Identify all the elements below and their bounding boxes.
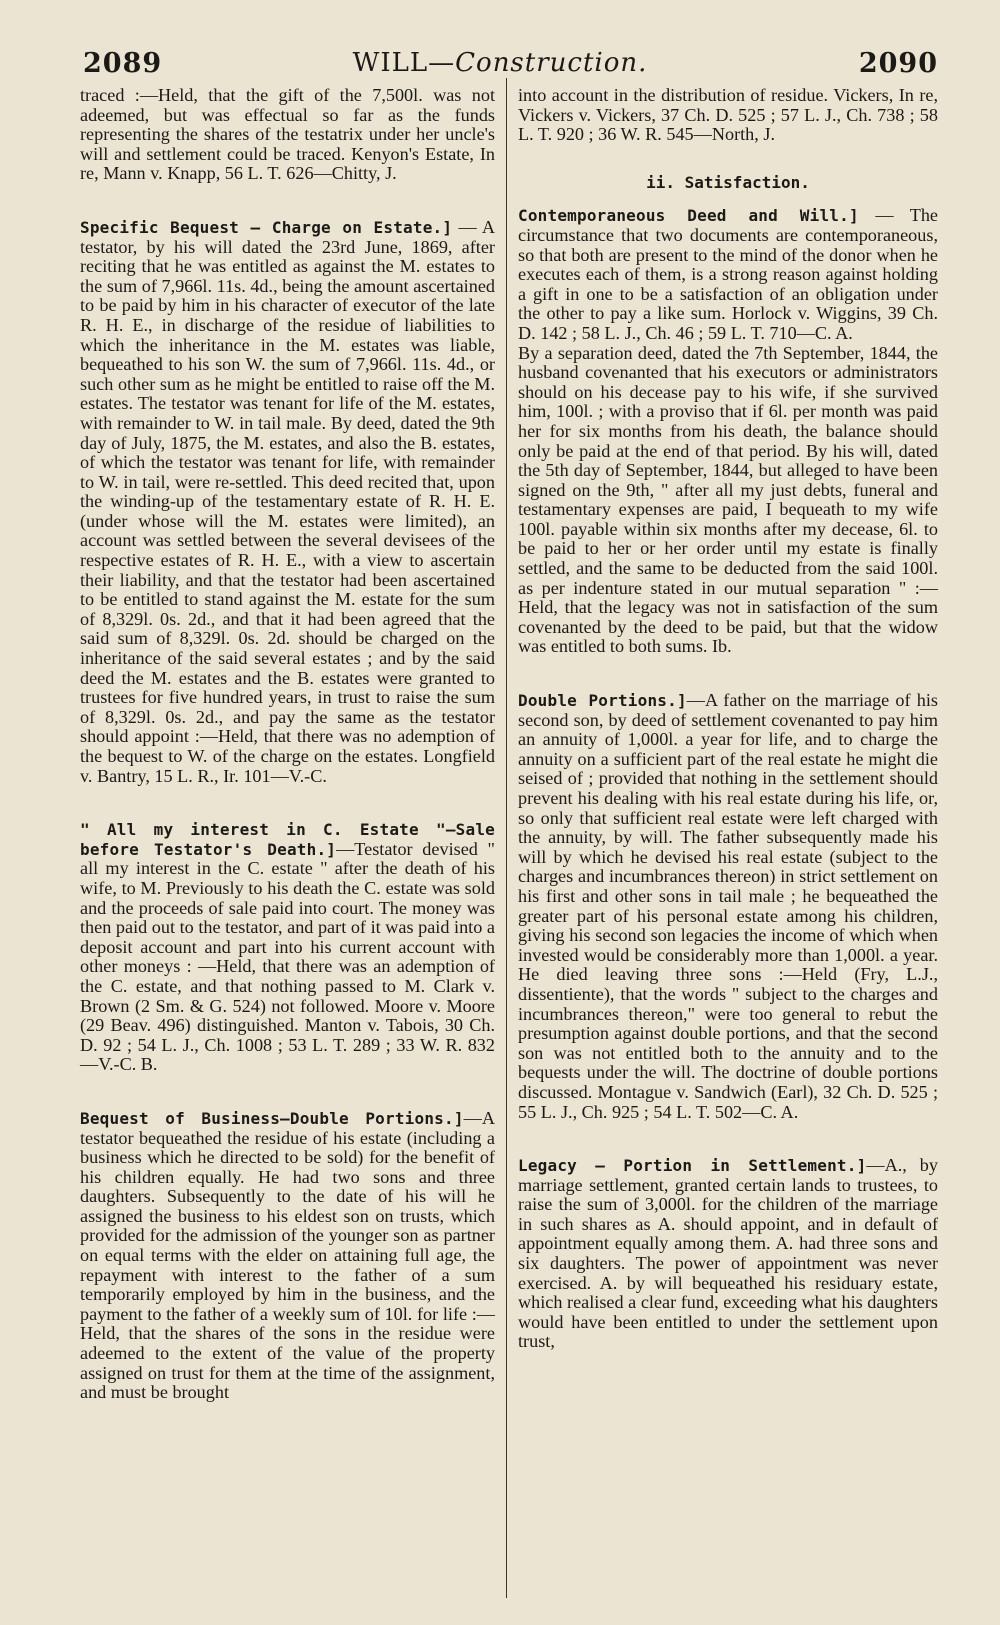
left-paragraph-4 (80, 1109, 495, 1403)
left-paragraph-2-body: — A testator, by his will dated the 23rd June, 1869, after reciting that he was entitled as against the M. estates to the sum of 7,966l. 11s. 4d., being the amount ascertained to be paid by him in his character of executor of the late R. H. E., in discharge of the residue of liabilities to which the inheritance in the M. estates was liable, bequeathed to his son W. the sum of 7,966l. 11s. 4d., or such other sum as he might be entitled to raise off the M. estates. The testator was tenant for life of the M. estates, with remainder to W. in tail male. By deed, dated the 9th day of July, 1875, the M. estates, and also the B. estates, of which the testator was tenant for life, with remainder to W. in tail, were re-settled. This deed recited that, upon the winding-up of the testamentary estate of R. H. E. (under whose will the M. estates were limited), an account was settled between the several devisees of the respective estates of R. H. E., with a view to ascertain their liability, and that the testator had been ascertained to be entitled to stand against the M. estate for the sum of 8,329l. 0s. 2d., and that it had been agreed that the said sum of 8,329l. 0s. 2d. should be charged on the inheritance of the said several estates ; and by the said deed the M. estates and the B. estates were granted to trustees for five hundred years, in trust to raise the sum of 8,329l. 0s. 2d., and pay the same as the testator should appoint :—Held, that there was no ademption of the bequest to W. of the charge on the estates. Longfield v. Bantry, 15 L. R., Ir. 101—V.-C. (80, 216, 495, 786)
heading-bequest-of-business: Bequest of Business—Double Portions.] (80, 1108, 464, 1128)
heading-legacy-portion: Legacy — Portion in Settlement.] (518, 1156, 867, 1176)
column-divider (506, 78, 507, 1598)
running-title (0, 48, 1000, 78)
right-paragraph-3: By a separation deed, dated the 7th September, 1844, the husband covenanted that his executors or administrators should on his decease pay to his wife, if she survived him, 100l. ; with a proviso that if 6l. per month was paid her for six months from his death, the balance should only be paid at the end of that period. By his will, dated the 5th day of September, 1844, but alleged to have been signed on the 9th, " after all my just debts, funeral and testamentary expenses are paid, I bequeath to my wife 100l. payable within six months after my decease, 6l. to be paid to her or her order until my estate is finally settled, and the same to be deducted from the said 100l. as per indenture stated in our mutual separation " :—Held, that the legacy was not in satisfaction of the sum covenanted by the deed to be paid, but that the widow was entitled to both sums. Ib. (518, 342, 938, 657)
heading-specific-bequest: Specific Bequest — Charge on Estate.] (80, 217, 453, 237)
running-header (0, 0, 1000, 80)
section-heading-satisfaction: ii. Satisfaction. (646, 172, 810, 192)
heading-double-portions: Double Portions.] (518, 691, 687, 711)
right-paragraph-4 (518, 691, 938, 1122)
left-paragraph-2 (80, 218, 495, 786)
left-paragraph-3-body: —Testator devised " all my interest in the C. estate " after the death of his wife, to M. Previously to his death the C. estate was sold and the proceeds of sale paid into court. The money was then paid out to the testator, and part of it was paid into a deposit account and part into his current account with other moneys : —Held, that there was an ademption of the C. estate, and that nothing passed to M. Clark v. Brown (2 Sm. & G. 524) not followed. Moore v. Moore (29 Beav. 496) distinguished. Manton v. Tabois, 30 Ch. D. 92 ; 54 L. J., Ch. 1008 ; 53 L. T. 289 ; 33 W. R. 832—V.-C. B. (80, 838, 495, 1075)
right-paragraph-4-body: —A father on the marriage of his second son, by deed of settlement covenanted to pay him an annuity of 1,000l. a year for life, and to charge the annuity on a sufficient part of the real estate he might die seised of ; provided that nothing in the settlement should prevent his dealing with his real estate during his life, or, so only that sufficient real estate were left charged with the annuity, by will. The father subsequently made his will by which he devised his real estate (subject to the charges and incumbrances thereon) in strict settlement on his first and other sons in tail male ; he bequeathed the greater part of his personal estate among his children, giving his second son legacies the income of which when invested would be considerably more than 1,000l. a year. He died leaving three sons :—Held (Fry, L.J., dissentiente), that the words " subject to the charges and incumbrances thereon," were too general to rebut the presumption against double portions, and that the second son was not entitled both to the annuity and to the bequests under the will. The doctrine of double portions discussed. Montague v. Sandwich (Earl), 32 Ch. D. 525 ; 55 L. J., Ch. 925 ; 54 L. T. 502—C. A. (518, 690, 938, 1122)
left-paragraph-1: traced :—Held, that the gift of the 7,500l. was not adeemed, but was effectual so far as the funds representing the shares of the testatrix under her uncle's will and settlement could be traced. Kenyon's Estate, In re, Mann v. Knapp, 56 L. T. 626—Chitty, J. (80, 85, 495, 184)
right-paragraph-2 (518, 206, 938, 343)
title-main: WILL— (352, 48, 456, 78)
title-italic: Construction. (455, 48, 648, 78)
left-paragraph-4-body: —A testator bequeathed the residue of his estate (including a business which he directed to be sold) for the benefit of his children equally. He had two sons and three daughters. Subsequently to the date of his will he assigned the business to his eldest son on trusts, which provided for the admission of the younger son as partner on equal terms with the elder on attaining full age, the repayment with interest to the father of a sum temporarily employed by him in the business, and the payment to the father of a weekly sum of 10l. for life :—Held, that the shares of the sons in the residue were adeemed to the extent of the value of the property assigned on trust for them at the time of the assignment, and must be brought (80, 1107, 495, 1403)
right-column (518, 86, 938, 1352)
right-paragraph-1: into account in the distribution of residue. Vickers, In re, Vickers v. Vickers, 37 Ch. D. 525 ; 57 L. J., Ch. 738 ; 58 L. T. 920 ; 36 W. R. 545—North, J. (518, 85, 938, 145)
left-column (80, 86, 495, 1403)
page-number-right: 2090 (858, 48, 938, 79)
page-number-left: 2089 (83, 48, 163, 79)
left-paragraph-3 (80, 820, 495, 1075)
right-paragraph-2-body: — The circumstance that two documents are contemporaneous, so that both are present to the mind of the donor when he executes each of them, is a strong reason against holding a gift in one to be a satisfaction of an obligation under the other to pay a like sum. Horlock v. Wiggins, 39 Ch. D. 142 ; 58 L. J., Ch. 46 ; 59 L. T. 710—C. A. (518, 205, 938, 343)
right-paragraph-5-body: —A., by marriage settlement, granted certain lands to trustees, to raise the sum of 3,000l. for the children of the marriage in such shares as A. should appoint, and in default of appointment equally among them. A. had three sons and six daughters. The power of appointment was never exercised. A. by will bequeathed his residuary estate, which realised a clear fund, exceeding what his daughters would have been entitled to under the settlement upon trust, (518, 1155, 938, 1352)
heading-contemporaneous-deed: Contemporaneous Deed and Will.] (518, 206, 859, 226)
right-paragraph-5 (518, 1156, 938, 1352)
heading-all-my-interest: " All my interest in C. Estate "—Sale before Testator's Death.] (80, 820, 495, 859)
